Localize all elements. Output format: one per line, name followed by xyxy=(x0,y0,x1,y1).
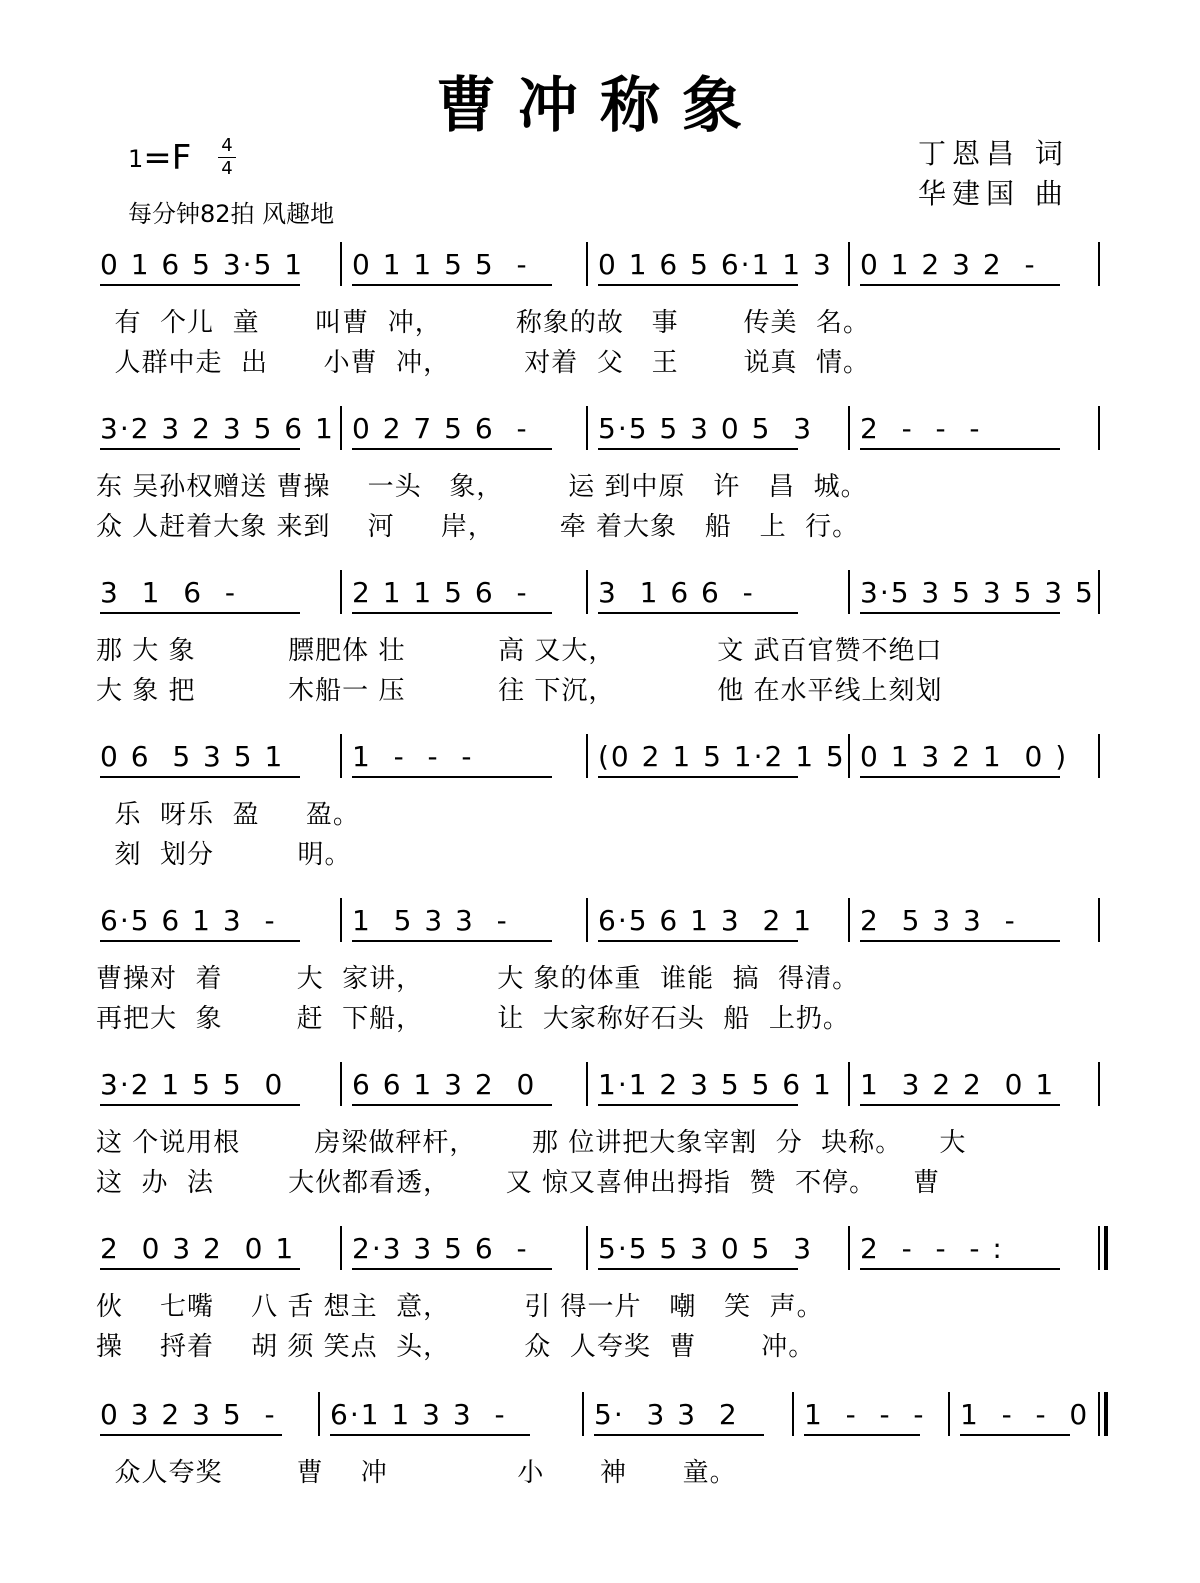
measure-notes: 1 - - - xyxy=(804,1398,926,1431)
tempo-marking: 每分钟82拍 风趣地 xyxy=(128,200,335,228)
barline xyxy=(948,1392,950,1436)
lyric-line: 东 吴孙权赠送 曹操 一头 象， 运 到中原 许 昌 城。 xyxy=(96,472,868,502)
measure-notes: 0 6 5 3 5 1 xyxy=(100,740,285,773)
beam-line xyxy=(598,448,798,450)
beam-line xyxy=(100,1104,300,1106)
barline xyxy=(1098,734,1100,778)
barline xyxy=(586,1226,588,1270)
barline xyxy=(340,1226,342,1270)
beam-line xyxy=(330,1434,530,1436)
barline xyxy=(1098,406,1100,450)
key-signature: 1=F xyxy=(128,138,192,178)
beam-line xyxy=(100,1434,282,1436)
measure-notes: 0 1 1 5 5 - xyxy=(352,248,529,281)
lyricist-credit: 丁恩昌 词 xyxy=(918,137,1069,170)
beam-line xyxy=(960,1434,1070,1436)
measure-notes: 5·5 5 3 0 5 3 xyxy=(598,412,814,445)
measure-notes: 0 1 3 2 1 0 ) xyxy=(860,740,1069,773)
barline xyxy=(586,570,588,614)
beam-line xyxy=(352,448,552,450)
measure-notes: 2·3 3 5 6 - xyxy=(352,1232,529,1265)
barline xyxy=(792,1392,794,1436)
barline xyxy=(340,1062,342,1106)
barline xyxy=(1098,1062,1100,1106)
measure-notes: 2 5 3 3 - xyxy=(860,904,1017,937)
beam-line xyxy=(100,1268,300,1270)
song-title: 曹冲称象 xyxy=(436,71,764,141)
lyric-line: 乐 呀乐 盈 盈。 xyxy=(96,800,360,830)
beam-line xyxy=(860,940,1060,942)
beam-line xyxy=(598,612,798,614)
beam-line xyxy=(100,940,300,942)
lyric-line: 人群中走 出 小曹 冲， 对着 父 王 说真 情。 xyxy=(96,348,870,378)
barline xyxy=(848,570,850,614)
barline xyxy=(318,1392,320,1436)
beam-line xyxy=(860,612,1060,614)
measure-notes: 0 1 6 5 6·1 1 3 xyxy=(598,248,833,281)
measure-notes: 5· 3 3 2 xyxy=(594,1398,739,1431)
barline xyxy=(1098,242,1100,286)
lyric-line: 伙 七嘴 八 舌 想主 意， 引 得一片 嘲 笑 声。 xyxy=(96,1292,824,1322)
lyric-line: 众人夸奖 曹 冲 小 神 童。 xyxy=(96,1458,737,1488)
measure-notes: 0 1 6 5 3·5 1 xyxy=(100,248,305,281)
measure-notes: 6 6 1 3 2 0 xyxy=(352,1068,537,1101)
lyric-line: 刻 划分 明。 xyxy=(96,840,352,870)
beam-line xyxy=(860,284,1060,286)
measure-notes: 6·1 1 3 3 - xyxy=(330,1398,507,1431)
beam-line xyxy=(860,776,1060,778)
beam-line xyxy=(598,1104,798,1106)
measure-notes: 6·5 6 1 3 2 1 xyxy=(598,904,814,937)
lyric-line: 有 个儿 童 叫曹 冲， 称象的故 事 传美 名。 xyxy=(96,308,870,338)
beam-line xyxy=(352,284,552,286)
lyric-line: 这 个说用根 房梁做秤杆， 那 位讲把大象宰割 分 块称。 大 xyxy=(96,1128,967,1158)
lyric-line: 众 人赶着大象 来到 河 岸， 牵 着大象 船 上 行。 xyxy=(96,512,860,542)
barline xyxy=(848,1226,850,1270)
barline xyxy=(582,1392,584,1436)
beam-line xyxy=(352,1104,552,1106)
beam-line xyxy=(100,776,300,778)
final-barline xyxy=(1104,1392,1108,1436)
barline xyxy=(848,898,850,942)
measure-notes: 2 - - - xyxy=(860,412,982,445)
measure-notes: 3 1 6 - xyxy=(100,576,237,609)
barline xyxy=(848,734,850,778)
composer-credit: 华建国 曲 xyxy=(918,177,1069,210)
beam-line xyxy=(598,940,798,942)
beam-line xyxy=(352,612,552,614)
measure-notes: 2 1 1 5 6 - xyxy=(352,576,529,609)
barline xyxy=(848,406,850,450)
barline xyxy=(586,734,588,778)
barline xyxy=(1098,1226,1100,1270)
barline xyxy=(1098,570,1100,614)
barline xyxy=(340,734,342,778)
beam-line xyxy=(100,448,300,450)
barline xyxy=(1098,1392,1100,1436)
beam-line xyxy=(860,448,1060,450)
lyric-line: 再把大 象 赶 下船， 让 大家称好石头 船 上扔。 xyxy=(96,1004,850,1034)
measure-notes: (0 2 1 5 1·2 1 5 xyxy=(598,740,846,773)
beam-line xyxy=(100,284,300,286)
lyric-line: 那 大 象 膘肥体 壮 高 又大， 文 武百官赞不绝口 xyxy=(96,636,943,666)
measure-notes: 0 3 2 3 5 - xyxy=(100,1398,277,1431)
beam-line xyxy=(100,612,300,614)
lyric-line: 曹操对 着 大 家讲， 大 象的体重 谁能 搞 得清。 xyxy=(96,964,860,994)
beam-line xyxy=(352,940,552,942)
measure-notes: 1 - - - xyxy=(352,740,474,773)
beam-line xyxy=(860,1268,1060,1270)
measure-notes: 2 0 3 2 0 1 xyxy=(100,1232,296,1265)
measure-notes: 1·1 2 3 5 5 6 1 xyxy=(598,1068,833,1101)
beam-line xyxy=(352,1268,552,1270)
barline xyxy=(340,898,342,942)
lyric-line: 这 办 法 大伙都看透， 又 惊又喜伸出拇指 赞 不停。 曹 xyxy=(96,1168,941,1198)
beam-line xyxy=(804,1434,920,1436)
barline xyxy=(1098,898,1100,942)
barline xyxy=(848,242,850,286)
lyric-line: 操 捋着 胡 须 笑点 头， 众 人夸奖 曹 冲。 xyxy=(96,1332,816,1362)
measure-notes: 1 3 2 2 0 1 xyxy=(860,1068,1056,1101)
measure-notes: 3·5 3 5 3 5 3 5 xyxy=(860,576,1095,609)
barline xyxy=(340,242,342,286)
barline xyxy=(340,570,342,614)
final-barline xyxy=(1104,1226,1108,1270)
measure-notes: 0 1 2 3 2 - xyxy=(860,248,1037,281)
measure-notes: 2 - - - : xyxy=(860,1232,1004,1265)
measure-notes: 3·2 3 2 3 5 6 1 xyxy=(100,412,335,445)
barline xyxy=(586,898,588,942)
beam-line xyxy=(352,776,552,778)
measure-notes: 0 2 7 5 6 - xyxy=(352,412,529,445)
measure-notes: 5·5 5 3 0 5 3 xyxy=(598,1232,814,1265)
barline xyxy=(586,406,588,450)
time-signature: 4 4 xyxy=(218,136,236,179)
beam-line xyxy=(598,776,798,778)
barline xyxy=(848,1062,850,1106)
beam-line xyxy=(598,284,798,286)
barline xyxy=(586,242,588,286)
beam-line xyxy=(860,1104,1060,1106)
beam-line xyxy=(598,1268,798,1270)
measure-notes: 1 - - 0 xyxy=(960,1398,1090,1431)
barline xyxy=(586,1062,588,1106)
measure-notes: 3 1 6 6 - xyxy=(598,576,755,609)
measure-notes: 6·5 6 1 3 - xyxy=(100,904,277,937)
beam-line xyxy=(594,1434,764,1436)
barline xyxy=(340,406,342,450)
lyric-line: 大 象 把 木船一 压 往 下沉， 他 在水平线上刻划 xyxy=(96,676,943,706)
measure-notes: 3·2 1 5 5 0 xyxy=(100,1068,285,1101)
measure-notes: 1 5 3 3 - xyxy=(352,904,509,937)
